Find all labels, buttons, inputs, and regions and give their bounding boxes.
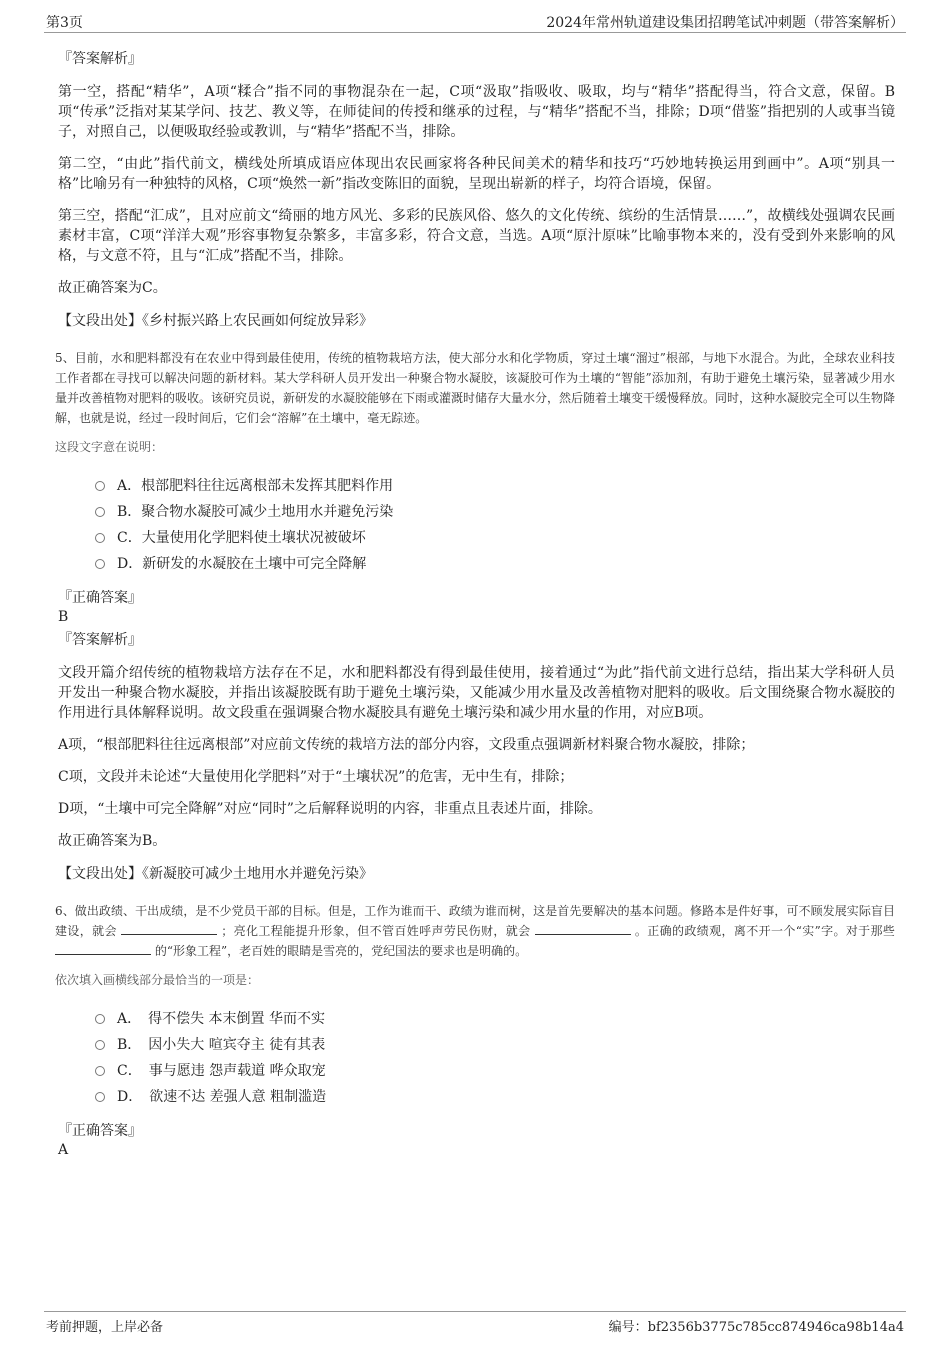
fill-blank-3 <box>55 942 151 955</box>
q5-analysis-para-4: D项，“土壤中可完全降解”对应“同时”之后解释说明的内容，非重点且表述片面，排除。 <box>58 801 602 817</box>
radio-icon[interactable] <box>95 1092 105 1102</box>
page-header <box>44 10 906 33</box>
q6-option-a[interactable]: A． 得不偿失 本末倒置 华而不实 <box>95 1006 895 1032</box>
q5-stem: 这段文字意在说明： <box>55 440 164 454</box>
radio-icon[interactable] <box>95 1040 105 1050</box>
fill-blank-1 <box>121 922 217 935</box>
q5-option-d[interactable]: D．新研发的水凝胶在土壤中可完全降解 <box>95 551 895 577</box>
q6-stem: 依次填入画横线部分最恰当的一项是： <box>55 973 260 987</box>
q5-options <box>95 473 895 577</box>
q4-analysis-para-1: 第一空，搭配“精华”，A项“糅合”指不同的事物混杂在一起，C项“汲取”指吸收、吸取，均与“精华”搭配得当，符合文意，保留。B项“传承”泛指对某某学问、技艺、教义等，在师徒间的传授和继承的过程，与“精华”搭配不当，排除；D项“借鉴”指把别的人或事当镜子，对照自己，以便吸取经验或教训，与“精华”搭配不当，排除。 <box>58 84 895 140</box>
q5-option-b[interactable]: B．聚合物水凝胶可减少土地用水并避免污染 <box>95 499 895 525</box>
q5-analysis-tag: 『答案解析』 <box>58 632 142 648</box>
q5-analysis-para-3: C项，文段并未论述“大量使用化学肥料”对于“土壤状况”的危害，无中生有，排除； <box>58 769 574 785</box>
document-body <box>55 44 895 1164</box>
document-id: 编号：bf2356b3775c785cc874946ca98b14a4 <box>608 1320 904 1335</box>
q4-analysis-para-2: 第二空，“由此”指代前文，横线处所填成语应体现出农民画家将各种民间美术的精华和技巧“巧妙地转换运用到画中”。A项“别具一格”比喻另有一种独特的风格，C项“焕然一新”指改变陈旧的面貌，呈现出崭新的样子，均符合语境，保留。 <box>58 156 895 192</box>
q6-answer: A <box>58 1142 69 1158</box>
q4-analysis-tag: 『答案解析』 <box>58 51 142 67</box>
q4-source: 【文段出处】《乡村振兴路上农民画如何绽放异彩》 <box>58 313 373 329</box>
q5-option-c[interactable]: C．大量使用化学肥料使土壤状况被破坏 <box>95 525 895 551</box>
q6-option-c[interactable]: C． 事与愿违 怨声载道 哗众取宠 <box>95 1058 895 1084</box>
q5-answer: B <box>58 609 69 625</box>
document-title: 2024年常州轨道建设集团招聘笔试冲刺题（带答案解析） <box>546 15 904 31</box>
footer-slogan: 考前押题，上岸必备 <box>46 1320 164 1335</box>
q6-answer-tag: 『正确答案』 <box>58 1123 142 1139</box>
radio-icon[interactable] <box>95 559 105 569</box>
fill-blank-2 <box>535 922 631 935</box>
q5-analysis-para-2: A项，“根部肥料往往远离根部”对应前文传统的栽培方法的部分内容，文段重点强调新材料聚合物水凝胶，排除； <box>58 737 755 753</box>
radio-icon[interactable] <box>95 507 105 517</box>
q5-option-a[interactable]: A．根部肥料往往远离根部未发挥其肥料作用 <box>95 473 895 499</box>
page-footer <box>44 1311 906 1336</box>
page-number: 第3页 <box>46 15 83 31</box>
q5-source: 【文段出处】《新凝胶可减少土地用水并避免污染》 <box>58 866 373 882</box>
q6-option-d[interactable]: D． 欲速不达 差强人意 粗制滥造 <box>95 1084 895 1110</box>
q5-analysis-para-1: 文段开篇介绍传统的植物栽培方法存在不足，水和肥料都没有得到最佳使用，接着通过“为此”指代前文进行总结，指出某大学科研人员开发出一种聚合物水凝胶，并指出该凝胶既有助于避免土壤污染，又能减少用水量及改善植物对肥料的吸收。后文围绕聚合物水凝胶的作用进行具体解释说明。故文段重在强调聚合物水凝胶具有避免土壤污染和减少用水量的作用，对应B项。 <box>58 665 895 721</box>
q5-answer-tag: 『正确答案』 <box>58 590 142 606</box>
q6-question: 6、做出政绩、干出成绩，是不少党员干部的目标。但是，工作为谁而干、政绩为谁而树，这是首先要解决的基本问题。修路本是件好事，可不顾发展实际盲目建设，就会 ；亮化工程能提升形象，但不管百姓呼声劳民伤财，就会 。正确的政绩观，离不开一个“实”字。对于那些 的“形象工程”，老百姓的眼睛是雪亮的，党纪国法的要求也是明确的。 <box>55 904 895 958</box>
q6-options <box>95 1006 895 1110</box>
q5-question: 5、目前，水和肥料都没有在农业中得到最佳使用，传统的植物栽培方法，使大部分水和化学物质，穿过土壤“溜过”根部，与地下水混合。为此，全球农业科技工作者都在寻找可以解决问题的新材料。某大学科研人员开发出一种聚合物水凝胶，该凝胶可作为土壤的“智能”添加剂，有助于避免土壤污染，显著减少用水量并改善植物对肥料的吸收。该研究员说，新研发的水凝胶能够在下雨或灌溉时储存大量水分，然后随着土壤变干缓慢释放。同时，这种水凝胶完全可以生物降解，也就是说，经过一段时间后，它们会“溶解”在土壤中，毫无踪迹。 <box>55 351 896 425</box>
radio-icon[interactable] <box>95 1066 105 1076</box>
radio-icon[interactable] <box>95 481 105 491</box>
radio-icon[interactable] <box>95 1014 105 1024</box>
q6-option-b[interactable]: B． 因小失大 喧宾夺主 徒有其表 <box>95 1032 895 1058</box>
q5-analysis-conclusion: 故正确答案为B。 <box>58 833 167 849</box>
q4-analysis-conclusion: 故正确答案为C。 <box>58 280 167 296</box>
radio-icon[interactable] <box>95 533 105 543</box>
q4-analysis-para-3: 第三空，搭配“汇成”，且对应前文“绮丽的地方风光、多彩的民族风俗、悠久的文化传统、缤纷的生活情景……”，故横线处强调农民画素材丰富，C项“洋洋大观”形容事物复杂繁多，丰富多彩，符合文意，当选。A项“原汁原味”比喻事物本来的，没有受到外来影响的风格，与文意不符，且与“汇成”搭配不当，排除。 <box>58 208 895 264</box>
